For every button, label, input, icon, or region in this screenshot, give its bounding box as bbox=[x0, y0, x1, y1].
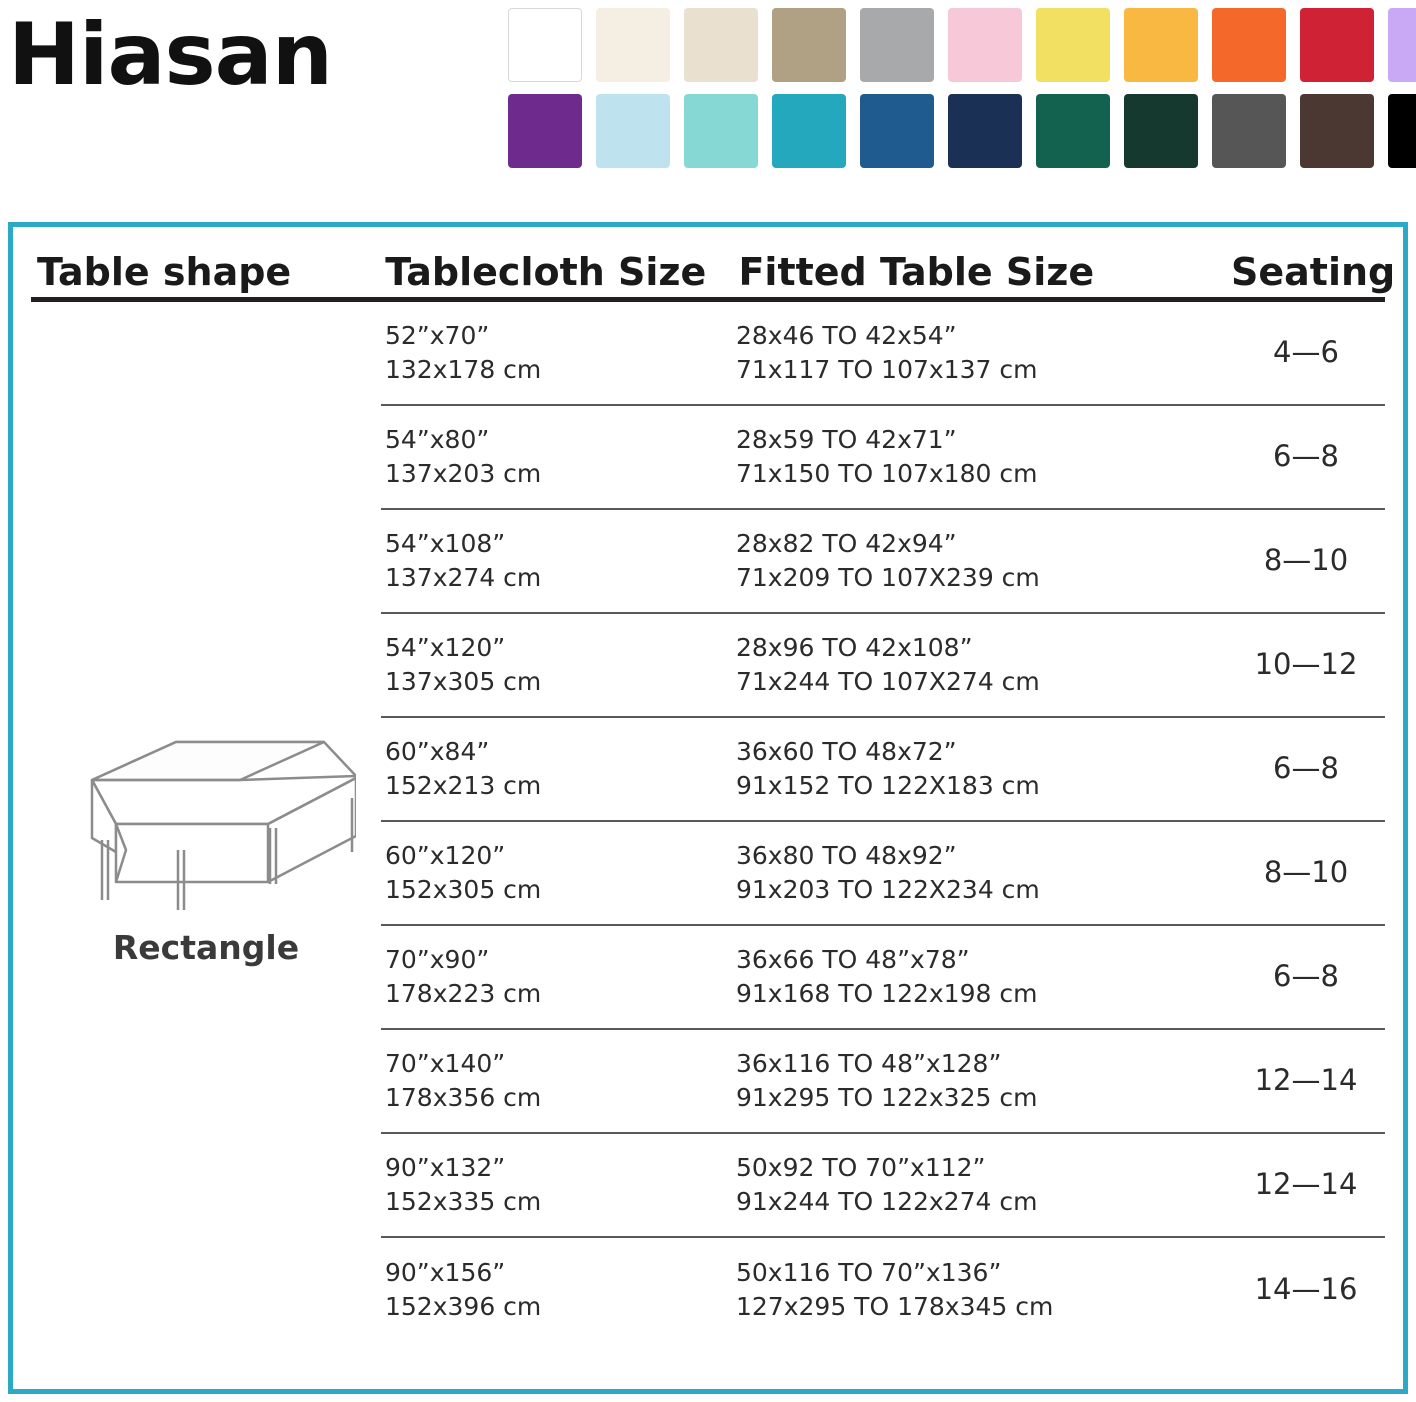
cell-fitted-size bbox=[736, 319, 1231, 387]
size-inches: 52”x70” bbox=[385, 321, 490, 351]
column-header-seating: Seating bbox=[1231, 250, 1396, 294]
fitted-inches: 36x116 TO 48”x128” bbox=[736, 1049, 1002, 1079]
swatch-dark-green[interactable] bbox=[1124, 94, 1198, 168]
table-row bbox=[381, 926, 1385, 1030]
header bbox=[0, 0, 1416, 188]
cell-tablecloth-size bbox=[381, 943, 736, 1011]
swatch-taupe[interactable] bbox=[772, 8, 846, 82]
size-cm: 152x213 cm bbox=[385, 771, 542, 800]
cell-seating: 12—14 bbox=[1254, 1167, 1358, 1202]
cell-fitted-size bbox=[736, 735, 1231, 803]
fitted-cm: 91x203 TO 122X234 cm bbox=[736, 875, 1040, 904]
cell-tablecloth-size bbox=[381, 1256, 736, 1324]
swatch-steel-blue[interactable] bbox=[860, 94, 934, 168]
cell-seating: 8—10 bbox=[1263, 855, 1349, 890]
fitted-inches: 36x80 TO 48x92” bbox=[736, 841, 957, 871]
brand-logo: Hiasan bbox=[8, 5, 332, 105]
swatch-teal[interactable] bbox=[772, 94, 846, 168]
fitted-cm: 91x295 TO 122x325 cm bbox=[736, 1083, 1038, 1112]
size-cm: 137x203 cm bbox=[385, 459, 542, 488]
color-swatch-grid bbox=[508, 8, 1416, 168]
fitted-cm: 91x168 TO 122x198 cm bbox=[736, 979, 1038, 1008]
cell-seating: 12—14 bbox=[1254, 1063, 1358, 1098]
size-inches: 90”x132” bbox=[385, 1153, 506, 1183]
cell-fitted-size bbox=[736, 943, 1231, 1011]
column-header-fitted-table-size: Fitted Table Size bbox=[738, 250, 1095, 294]
table-row bbox=[381, 822, 1385, 926]
size-cm: 152x335 cm bbox=[385, 1187, 542, 1216]
swatch-ivory[interactable] bbox=[596, 8, 670, 82]
swatch-orange[interactable] bbox=[1212, 8, 1286, 82]
fitted-inches: 50x92 TO 70”x112” bbox=[736, 1153, 986, 1183]
cell-tablecloth-size bbox=[381, 735, 736, 803]
size-inches: 54”x120” bbox=[385, 633, 506, 663]
table-row bbox=[381, 1238, 1385, 1342]
size-cm: 137x274 cm bbox=[385, 563, 542, 592]
swatch-row-1 bbox=[508, 8, 1416, 82]
table-body bbox=[31, 302, 1385, 1342]
shape-label: Rectangle bbox=[112, 928, 300, 967]
swatch-navy[interactable] bbox=[948, 94, 1022, 168]
size-inches: 70”x90” bbox=[385, 945, 490, 975]
table-row bbox=[381, 510, 1385, 614]
swatch-charcoal[interactable] bbox=[1212, 94, 1286, 168]
cell-fitted-size bbox=[736, 1151, 1231, 1219]
cell-tablecloth-size bbox=[381, 631, 736, 699]
shape-column bbox=[31, 302, 381, 1342]
size-cm: 178x356 cm bbox=[385, 1083, 542, 1112]
cell-tablecloth-size bbox=[381, 527, 736, 595]
size-inches: 54”x108” bbox=[385, 529, 506, 559]
fitted-inches: 50x116 TO 70”x136” bbox=[736, 1258, 1002, 1288]
cell-fitted-size bbox=[736, 527, 1231, 595]
cell-seating: 6—8 bbox=[1273, 751, 1339, 786]
swatch-red[interactable] bbox=[1300, 8, 1374, 82]
size-cm: 152x396 cm bbox=[385, 1292, 542, 1321]
cell-seating: 8—10 bbox=[1263, 543, 1349, 578]
rows-column bbox=[381, 302, 1385, 1342]
cell-tablecloth-size bbox=[381, 1151, 736, 1219]
swatch-gold[interactable] bbox=[1124, 8, 1198, 82]
fitted-inches: 28x59 TO 42x71” bbox=[736, 425, 957, 455]
size-cm: 137x305 cm bbox=[385, 667, 542, 696]
fitted-cm: 71x117 TO 107x137 cm bbox=[736, 355, 1038, 384]
fitted-cm: 71x209 TO 107X239 cm bbox=[736, 563, 1040, 592]
rectangle-table-icon bbox=[31, 732, 381, 912]
swatch-white[interactable] bbox=[508, 8, 582, 82]
column-header-tablecloth-size: Tablecloth Size bbox=[385, 250, 707, 294]
fitted-inches: 36x66 TO 48”x78” bbox=[736, 945, 970, 975]
cell-seating: 4—6 bbox=[1273, 335, 1339, 370]
swatch-aqua[interactable] bbox=[684, 94, 758, 168]
fitted-cm: 91x244 TO 122x274 cm bbox=[736, 1187, 1038, 1216]
swatch-light-blue[interactable] bbox=[596, 94, 670, 168]
fitted-cm: 127x295 TO 178x345 cm bbox=[736, 1292, 1054, 1321]
swatch-pink[interactable] bbox=[948, 8, 1022, 82]
table-header-row bbox=[31, 250, 1396, 302]
swatch-emerald[interactable] bbox=[1036, 94, 1110, 168]
cell-fitted-size bbox=[736, 423, 1231, 491]
cell-tablecloth-size bbox=[381, 319, 736, 387]
table-row bbox=[381, 1030, 1385, 1134]
swatch-lavender[interactable] bbox=[1388, 8, 1416, 82]
cell-seating: 6—8 bbox=[1273, 959, 1339, 994]
table-row bbox=[381, 302, 1385, 406]
fitted-inches: 28x46 TO 42x54” bbox=[736, 321, 957, 351]
swatch-purple[interactable] bbox=[508, 94, 582, 168]
fitted-inches: 28x96 TO 42x108” bbox=[736, 633, 973, 663]
size-inches: 54”x80” bbox=[385, 425, 490, 455]
cell-seating: 14—16 bbox=[1254, 1272, 1358, 1307]
size-inches: 70”x140” bbox=[385, 1049, 506, 1079]
cell-tablecloth-size bbox=[381, 1047, 736, 1115]
size-cm: 132x178 cm bbox=[385, 355, 542, 384]
cell-seating: 10—12 bbox=[1254, 647, 1358, 682]
swatch-brown[interactable] bbox=[1300, 94, 1374, 168]
fitted-inches: 36x60 TO 48x72” bbox=[736, 737, 957, 767]
table-row bbox=[381, 406, 1385, 510]
cell-fitted-size bbox=[736, 839, 1231, 907]
size-inches: 90”x156” bbox=[385, 1258, 506, 1288]
cell-tablecloth-size bbox=[381, 423, 736, 491]
fitted-cm: 91x152 TO 122X183 cm bbox=[736, 771, 1040, 800]
fitted-cm: 71x244 TO 107X274 cm bbox=[736, 667, 1040, 696]
cell-tablecloth-size bbox=[381, 839, 736, 907]
column-header-table-shape: Table shape bbox=[37, 250, 292, 294]
fitted-cm: 71x150 TO 107x180 cm bbox=[736, 459, 1038, 488]
swatch-yellow[interactable] bbox=[1036, 8, 1110, 82]
swatch-black[interactable] bbox=[1388, 94, 1416, 168]
size-cm: 178x223 cm bbox=[385, 979, 542, 1008]
swatch-beige[interactable] bbox=[684, 8, 758, 82]
swatch-gray[interactable] bbox=[860, 8, 934, 82]
size-inches: 60”x120” bbox=[385, 841, 506, 871]
cell-seating: 6—8 bbox=[1273, 439, 1339, 474]
table-row bbox=[381, 1134, 1385, 1238]
cell-fitted-size bbox=[736, 631, 1231, 699]
table-row bbox=[381, 614, 1385, 718]
swatch-row-2 bbox=[508, 94, 1416, 168]
cell-fitted-size bbox=[736, 1256, 1231, 1324]
table-row bbox=[381, 718, 1385, 822]
size-inches: 60”x84” bbox=[385, 737, 490, 767]
size-chart-panel bbox=[8, 222, 1408, 1394]
cell-fitted-size bbox=[736, 1047, 1231, 1115]
size-cm: 152x305 cm bbox=[385, 875, 542, 904]
fitted-inches: 28x82 TO 42x94” bbox=[736, 529, 957, 559]
